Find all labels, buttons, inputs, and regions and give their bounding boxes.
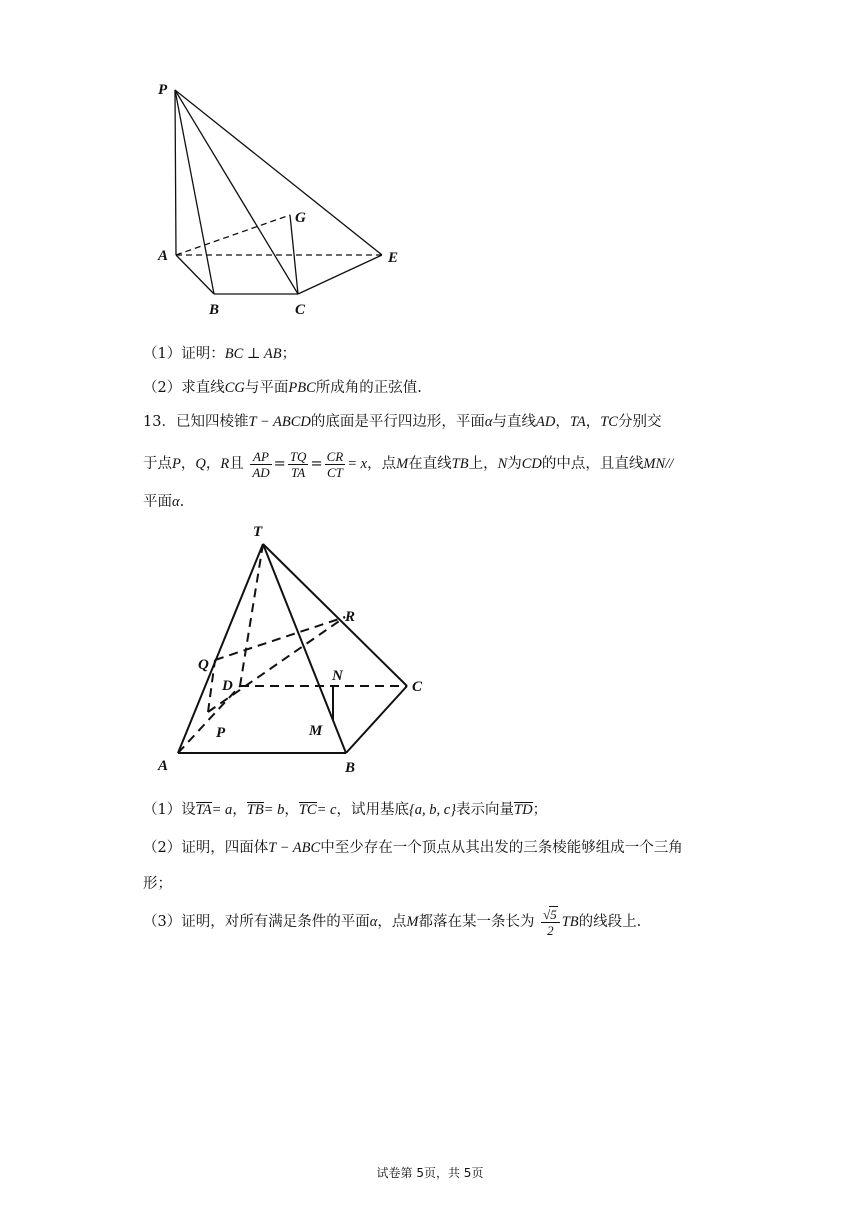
q13-math: TB [561,914,579,930]
q12-part2-math-cg: CG [224,380,245,396]
q13-part2-cont [143,874,172,894]
label-g: G [295,210,306,226]
fraction-numerator: √5 [541,906,560,923]
q13-text: ， [284,802,299,818]
q13-text: （1）设 [143,802,196,818]
vector-ta: TA [195,802,212,818]
sqrt-radicand: 5 [550,907,557,922]
fraction-numerator: TQ [289,448,307,464]
q13-text: （2）证明，四面体 [143,840,269,856]
edge-pb [175,90,214,294]
q13-math: TB [451,456,469,472]
q12-part1-suffix: ； [281,346,297,362]
edge-pa [175,90,176,255]
edge-pc [175,90,298,294]
vector-tb: TB [246,802,264,818]
q13-text: （3）证明，对所有满足条件的平面 [143,914,370,930]
q13-math: CD [521,456,542,472]
q13-text: 上， [468,456,498,472]
label-n: N [332,668,343,684]
label-d: D [222,678,233,694]
q12-part1-math: BC ⊥ AB [224,346,282,362]
edge-tb [263,544,346,753]
fraction-denominator: TA [291,464,306,480]
label-a: A [158,758,169,774]
q13-math: TA [569,414,586,430]
fraction-ap-ad [250,449,271,480]
fraction-tq-ta [288,449,309,480]
fraction-cr-ct [325,449,346,480]
fraction-numerator: AP [250,449,271,465]
edge-td-dashed [240,544,263,686]
q13-text: 的中点，且直线 [541,456,644,472]
q13-text: . [179,494,185,510]
q13-text: 于点 [143,456,172,472]
edge-ce [298,255,382,294]
label-a: A [158,248,169,264]
q13-part3 [143,906,641,938]
q13-stem-line3 [143,492,184,512]
figure-pyramid-pabce [150,78,420,328]
q13-math: = a [211,802,233,818]
edge-pe [175,90,382,255]
edge-bc [346,686,407,753]
q13-text: 的线段上. [578,914,642,930]
fraction-numerator: CR [326,448,344,464]
q13-text: ， [555,414,570,430]
q13-text: 都落在某一条长为 [418,914,535,930]
q13-text: 为 [507,456,522,472]
edge-qr-dashed [215,617,345,660]
q13-text: 的底面是平行四边形，平面 [310,414,485,430]
edge-ag-dashed [176,215,290,255]
label-e: E [388,250,399,266]
q13-text: 中至少存在一个顶点从其出发的三条棱能够组成一个三角 [320,840,683,856]
q13-text: ， [585,414,601,430]
q13-text: 在直线 [408,456,452,472]
q13-text: ，点 [377,914,407,930]
q13-math: Q [195,456,206,472]
q13-math: N [497,456,508,472]
label-m: M [309,723,323,739]
q13-part1 [143,800,547,820]
q13-text: ，点 [367,456,397,472]
q12-part1-prefix: （1）证明： [143,346,225,362]
fraction-denominator: 2 [547,923,554,938]
fraction-denominator: CT [326,464,343,480]
label-t: T [253,524,263,540]
q12-part2-mid: 与平面 [244,380,289,396]
q13-math: M [406,914,419,930]
figure-pyramid-tabcd [152,520,442,780]
vector-tc: TC [298,802,317,818]
basis-set: {a, b, c} [408,802,457,818]
q13-math: R [220,456,230,472]
q12-part1 [143,344,296,364]
edge-tc [263,544,407,686]
label-q: Q [198,657,209,673]
q13-text: ， [232,802,247,818]
q13-math: MN// [643,456,674,472]
q12-part2-suffix: 所成角的正弦值. [315,380,422,396]
edge-pq-dashed [208,660,215,712]
label-p: P [158,82,168,98]
q13-math: T − ABCD [248,414,311,430]
q13-part2 [143,838,683,858]
label-b: B [345,760,356,776]
fraction-sqrt5-over-2 [541,906,560,938]
q13-text: ， [205,456,221,472]
q13-math: T − ABC [268,840,321,856]
q13-stem-line1 [143,412,661,432]
edge-ad-dashed [178,686,240,753]
q13-math: = c [316,802,337,818]
q12-part2-prefix: （2）求直线 [143,380,225,396]
q13-math: α [172,494,180,510]
fraction-denominator: AD [252,464,270,480]
q13-math: α [484,414,493,430]
q13-math: M [396,456,409,472]
vector-td: TD [514,802,533,818]
q13-text: 平面 [143,494,172,510]
q13-text: 表示向量 [456,802,515,818]
q12-part2 [143,378,422,398]
q13-text: ； [532,802,548,818]
q13-math: α [369,914,378,930]
q13-text: ， [180,456,196,472]
q13-text: 分别交 [617,414,662,430]
label-c: C [412,679,423,695]
label-c: C [295,302,306,318]
q12-part2-math-pbc: PBC [288,380,316,396]
q13-text: 且 [229,456,244,472]
q13-text: 形； [143,876,172,892]
q13-stem-line2: 于点P，Q，R且 $\frac{AP}{AD}$ = $\frac{TQ}{TA}$ = $\frac{CR}{CT}$ = x，点M在直线TB上，N为CD的中点，且直线MN// [143,448,674,480]
q13-math: P [172,456,181,472]
q13-text: ，试用基底 [336,802,409,818]
q13-math: AD [536,414,556,430]
q13-math: TC [600,414,618,430]
q13-text: 与直线 [492,414,537,430]
q13-math: = b [263,802,285,818]
label-r: R [345,609,356,625]
q13-math: = x [347,456,368,472]
page-footer: 试卷第 5页，共 5页 [376,1166,484,1180]
q13-text: 13．已知四棱锥 [143,414,249,430]
label-b: B [209,302,220,318]
label-p: P [216,725,226,741]
